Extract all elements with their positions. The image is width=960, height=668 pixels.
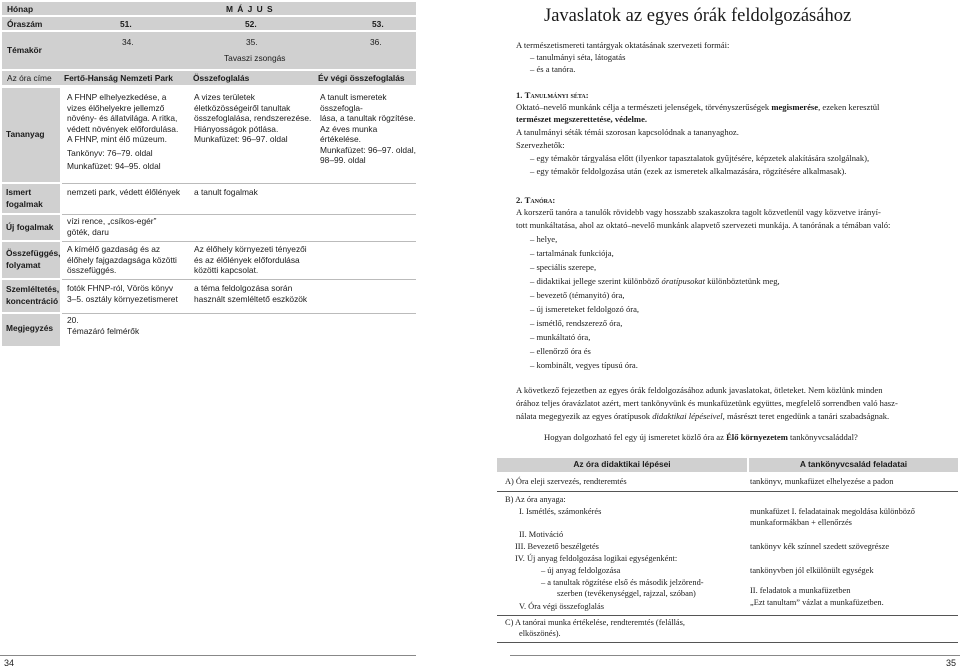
page-number-left: 34 (4, 658, 15, 668)
row-label-new-concepts: Új fogalmak (6, 222, 54, 232)
section-2-item: – ellenőrző óra és (516, 346, 956, 357)
row-label-curriculum: Tananyag (6, 129, 45, 139)
section-1-item: – egy témakör feldolgozása után (ezek az ismeretek alkalmazására, rögzítésére alkalmasak). (516, 166, 956, 177)
known-concepts-cell-2: a tanult fogalmak (194, 187, 258, 197)
illustration-cell-1: fotók FHNP-ról, Vörös könyv 3–5. osztály környezetismeret (67, 283, 178, 304)
step-b-v: V. Óra végi összefoglalás (519, 602, 604, 611)
table-header-steps: Az óra didaktikai lépései (497, 458, 747, 472)
notes-cell-1: 20. Témazáró felmérők (67, 315, 140, 336)
step-b: B) Az óra anyaga: (505, 495, 566, 504)
lesson-title: Év végi összefoglalás (318, 73, 405, 83)
illustration-cell-2: a téma feldolgozása során használt szemléltető eszközök (194, 283, 308, 304)
lesson-title: Fertő-Hanság Nemzeti Park (64, 73, 173, 83)
relationship-cell-1: A kímélő gazdaság és az élőhely fajgazdagsága közötti összefüggés. (67, 244, 177, 275)
step-b-iv-2: – a tanultak rögzítése első és második jelzörend- szerben (tevékenységgel, rajzzal, szóban) (541, 578, 704, 598)
section-2-item: – helye, (516, 234, 956, 245)
section-1-paragraph: Szervezhetők: (516, 140, 565, 150)
row-label-illustration: Szemléltetés, (6, 284, 60, 294)
step-c: C) A tanórai munka értékelése, rendteremtés (felállás, elköszönés). (505, 618, 685, 638)
relationship-cell-2: Az élőhely környezeti tényezői és az élőlények előfordulása közötti kapcsolat. (194, 244, 307, 275)
intro-item: – tanulmányi séta, látogatás (516, 52, 956, 63)
topic-label: Témakör (7, 45, 42, 55)
table-header-tasks: A tankönyvcsalád feladatai (749, 458, 958, 472)
lesson-number-row (2, 17, 416, 30)
topic-number: 36. (370, 37, 382, 47)
month-row (2, 2, 416, 15)
row-label-relationship: Összefüggés, (6, 248, 61, 258)
section-2-item: – tartalmának funkciója, (516, 248, 956, 259)
known-concepts-cell-1: nemzeti park, védett élőlények (67, 187, 181, 197)
section-2-item: – bevezető (témanyitó) óra, (516, 290, 956, 301)
section-1-paragraph: A tanulmányi séták témái szorosan kapcsolódnak a tananyaghoz. (516, 127, 739, 137)
task-b-iv-2: II. feladatok a munkafüzetben (750, 586, 851, 595)
row-label-known-concepts: fogalmak (6, 199, 43, 209)
section-2-item: – munkáltató óra, (516, 332, 956, 343)
task-b-iv-1: tankönyvben jól elkülönült egységek (750, 566, 874, 575)
section-2-item: – új ismereteket feldolgozó óra, (516, 304, 956, 315)
section-2-item: – speciális szerepe, (516, 262, 956, 273)
task-b-i: munkafüzet I. feladatainak megoldása különböző munkaformákban + ellenőrzés (750, 507, 915, 527)
step-b-iii: III. Bevezető beszélgetés (515, 542, 599, 551)
lesson-title: Összefoglalás (193, 73, 250, 83)
curriculum-cell-3: A tanult ismeretek összefogla- lása, a tanultak rögzítése. Az éves munka értékelése. Munkafüzet: 96–97. oldal, 98–99. oldal (320, 92, 416, 165)
body-paragraph: nálata megegyezik az egyes óratípusok didaktikai lépéseivel, másrészt teret engedünk a tanári szabadságnak. (516, 411, 890, 421)
section-2-paragraph: tott munkáltatása, ahol az oktató–nevelő munkánk alapvető szervezeti munkája. A tanórának a témában való: (516, 220, 891, 230)
section-1-paragraph: Oktató–nevelő munkánk célja a természeti jelenségek, törvényszerűségek megismerése, ezeken keresztül (516, 102, 880, 112)
intro-text: A természetismereti tantárgyak oktatásának szervezeti formái: (516, 40, 730, 50)
section-2-paragraph: A korszerű tanóra a tanulók rövidebb vagy hosszabb szakaszokra tagolt közvetlenül vagy közvetve irányí- (516, 207, 881, 217)
section-1-heading: 1. Tanulmányi séta: (516, 90, 589, 100)
task-b-iii: tankönyv kék színnel szedett szövegrésze (750, 542, 890, 551)
step-b-i: I. Ismétlés, számonkérés (519, 507, 602, 516)
page-number-right: 35 (945, 658, 956, 668)
curriculum-cell-1: A FHNP elhelyezkedése, a vizes élőhelyekre jellemző növény- és állatvilága. A ritka, védett növények előfordulása. A FHNP, mint élő múzeum. Tankönyv: 76–79. oldal Munkafüzet: 94–95. oldal (67, 92, 179, 171)
page-title: Javaslatok az egyes órák feldolgozásához (544, 6, 852, 26)
step-b-ii: II. Motiváció (519, 530, 564, 539)
topic-number: 34. (122, 37, 134, 47)
intro-item: – és a tanóra. (516, 64, 956, 75)
section-2-item: – ismétlő, rendszerező óra, (516, 318, 956, 329)
section-2-heading: 2. Tanóra: (516, 195, 556, 205)
topic-name: Tavaszi zsongás (224, 53, 286, 63)
curriculum-cell-2: A vizes területek életközösségeiről tanultak összefoglalása, rendszerezése. Hiányosságok pótlása. Munkafüzet: 96–97. oldal (194, 92, 312, 144)
row-label-illustration: koncentráció (6, 296, 59, 306)
lesson-number: 52. (245, 19, 257, 29)
topic-row (2, 32, 416, 69)
section-2-item: – kombinált, vegyes típusú óra. (516, 360, 956, 371)
row-label-known-concepts: Ismert (6, 187, 32, 197)
month-value: M Á J U S (226, 4, 274, 14)
row-label-relationship: folyamat (6, 260, 41, 270)
lesson-number: 53. (372, 19, 384, 29)
lesson-number-label: Óraszám (7, 19, 43, 29)
step-b-iv-1: – új anyag feldolgozása (541, 566, 621, 575)
step-b-iv: IV. Új anyag feldolgozása logikai egységenként: (515, 554, 678, 563)
month-label: Hónap (7, 4, 34, 14)
question-heading: Hogyan dolgozható fel egy új ismeretet közlő óra az Élő környezetem tankönyvcsaláddal? (544, 432, 858, 442)
body-paragraph: órához teljes óravázlatot azért, mert tankönyvünk és munkafüzetünk együttes, megfelelő sorrendben való hasz- (516, 398, 898, 408)
step-a: A) Óra eleji szervezés, rendteremtés (505, 477, 627, 486)
body-paragraph: A következő fejezetben az egyes órák feldolgozásához adunk javaslatokat, ötleteket. Nem közlünk minden (516, 385, 883, 395)
row-label-notes: Megjegyzés (6, 323, 54, 333)
new-concepts-cell-1: vízi rence, „csíkos-egér” göték, daru (67, 216, 157, 237)
lesson-plan-table (2, 2, 416, 346)
lesson-number: 51. (120, 19, 132, 29)
task-a: tankönyv, munkafüzet elhelyezése a padon (750, 477, 894, 486)
section-1-item: – egy témakör tárgyalása előtt (ilyenkor tapasztalatok gyűjtésére, képzetek alakítására szolgálnak), (516, 153, 956, 164)
topic-number: 35. (246, 37, 258, 47)
lesson-title-label: Az óra címe (7, 73, 52, 83)
task-b-v: „Ezt tanultam” vázlat a munkafüzetben. (750, 598, 884, 607)
section-1-paragraph: természet megszerettetése, védelme. (516, 114, 648, 124)
section-2-item: – didaktikai jellege szerint különböző óratípusokat különböztetünk meg, (516, 276, 956, 287)
lesson-title-row (2, 71, 416, 85)
